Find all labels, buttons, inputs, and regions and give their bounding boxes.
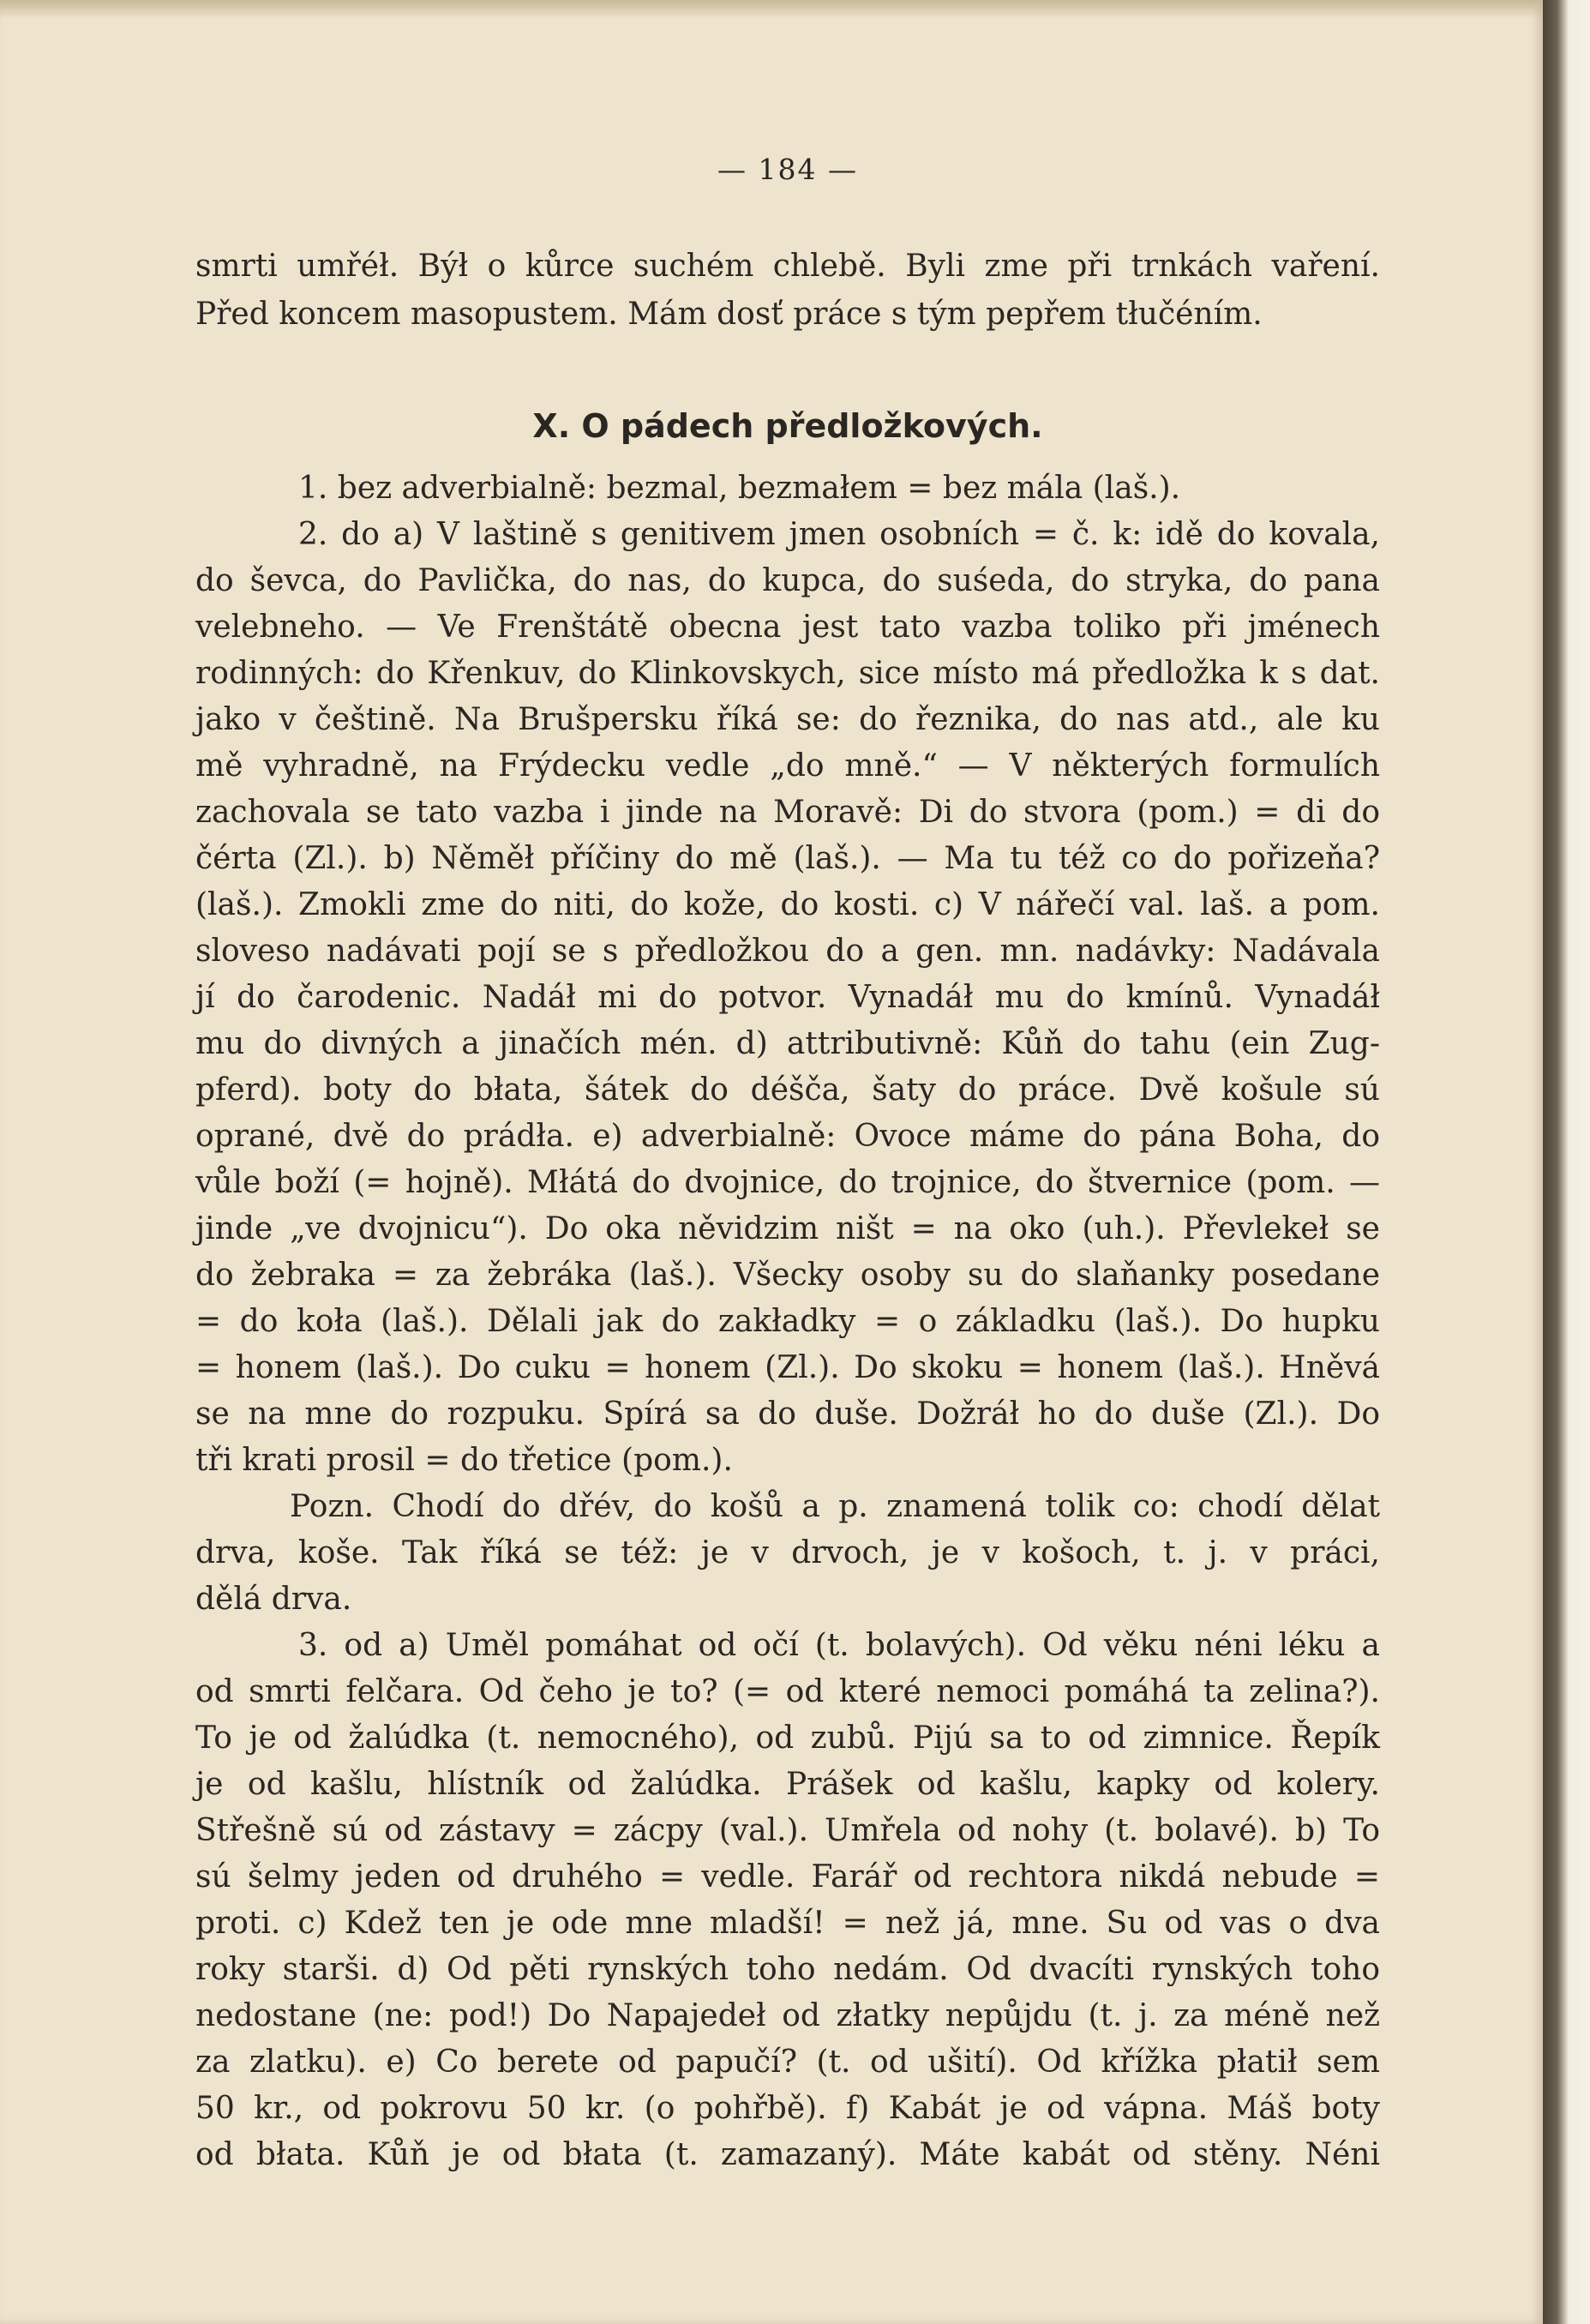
text-line: tři krati prosil = do třetice (pom.). [195, 1443, 733, 1478]
text-line: od błata. Kůň je od błata (t. zamazaný). Máte kabát od stěny. Néni [195, 2137, 1380, 2172]
text-line: 2. do a) V laštině s genitivem jmen osobních = č. k: idě do kovala, [298, 517, 1380, 552]
text-line: 50 kr., od pokrovu 50 kr. (o pohřbě). f) Kabát je od vápna. Máš boty [195, 2091, 1380, 2126]
text-line: velebneho. — Ve Frenštátě obecna jest tato vazba toliko při jménech [195, 610, 1380, 645]
text-line: oprané, dvě do prádła. e) adverbialně: Ovoce máme do pána Boha, do [195, 1119, 1380, 1154]
book-gutter [1543, 0, 1590, 2324]
text-line: dělá drva. [195, 1582, 352, 1617]
text-line: = honem (laš.). Do cuku = honem (Zl.). Do skoku = honem (laš.). Hněvá [195, 1350, 1380, 1385]
text-line: smrti umřéł. Býł o kůrce suchém chlebě. Byli zme při trnkách vaření. [195, 249, 1380, 284]
text-line: jako v češtině. Na Brušpersku říká se: do řeznika, do nas atd., ale ku [195, 702, 1380, 737]
text-line: zachovala se tato vazba i jinde na Moravě: Di do stvora (pom.) = di do [195, 795, 1380, 830]
text-line: je od kašlu, hlístník od žalúdka. Prášek od kašlu, kapky od kolery. [195, 1767, 1380, 1802]
text-line: čérta (Zl.). b) Něměł příčiny do mě (laš.). — Ma tu též co do pořizeňa? [195, 841, 1380, 876]
text-line: drva, koše. Tak říká se též: je v drvoch, je v košoch, t. j. v práci, [195, 1535, 1380, 1570]
text-line: mu do divných a jinačích mén. d) attributivně: Kůň do tahu (ein Zug- [195, 1026, 1380, 1061]
text-line: Pozn. Chodí do dřév, do košů a p. znamená tolik co: chodí dělat [290, 1489, 1380, 1524]
text-line: od smrti felčara. Od čeho je to? (= od které nemoci pomáhá ta zelina?). [195, 1674, 1380, 1709]
text-line: mě vyhradně, na Frýdecku vedle „do mně.“ — V některých formulích [195, 748, 1380, 784]
text-line: 1. bez adverbialně: bezmal, bezmałem = bez mála (laš.). [298, 471, 1181, 506]
text-line: sloveso nadávati pojí se s předložkou do a gen. mn. nadávky: Nadávala [195, 934, 1380, 969]
text-line: sú šelmy jeden od druhého = vedle. Farář od rechtora nikdá nebude = [195, 1859, 1380, 1895]
text-line: za zlatku). e) Co berete od papučí? (t. od ušití). Od křížka płatił sem [195, 2045, 1380, 2080]
text-line: Střešně sú od zástavy = zácpy (val.). Umřela od nohy (t. bolavé). b) To [195, 1813, 1380, 1848]
text-line: roky starši. d) Od pěti rynských toho nedám. Od dvacíti rynských toho [195, 1952, 1380, 1987]
text-line: do ševca, do Pavlička, do nas, do kupca, do suśeda, do stryka, do pana [195, 563, 1380, 598]
page-number: — 184 — [717, 153, 858, 186]
text-line: do žebraka = za žebráka (laš.). Všecky osoby su do slaňanky posedane [195, 1258, 1380, 1293]
text-line: jinde „ve dvojnicu“). Do oka něvidzim ništ = na oko (uh.). Převlekeł se [195, 1211, 1380, 1246]
text-line: jí do čarodenic. Nadáł mi do potvor. Vynadáł mu do kmínů. Vynadáł [195, 980, 1380, 1015]
text-line: 3. od a) Uměl pomáhat od očí (t. bolavých). Od věku néni léku a [298, 1628, 1380, 1663]
text-line: pferd). boty do błata, šátek do déšča, šaty do práce. Dvě košule sú [195, 1072, 1380, 1108]
text-line: Před koncem masopustem. Mám dosť práce s tým pepřem tłučéním. [195, 297, 1263, 332]
text-line: se na mne do rozpuku. Spírá sa do duše. Dožráł ho do duše (Zl.). Do [195, 1396, 1380, 1432]
text-line: = do koła (laš.). Dělali jak do zakładky = o základku (laš.). Do hupku [195, 1304, 1380, 1339]
text-line: To je od žalúdka (t. nemocného), od zubů. Pijú sa to od zimnice. Řepík [195, 1720, 1380, 1756]
text-line: (laš.). Zmokli zme do niti, do kože, do kosti. c) V nářečí val. laš. a pom. [195, 887, 1380, 922]
text-line: proti. c) Kdež ten je ode mne mladší! = než já, mne. Su od vas o dva [195, 1906, 1380, 1941]
section-heading: X. O pádech předložkových. [532, 407, 1043, 445]
text-line: vůle boží (= hojně). Młátá do dvojnice, do trojnice, do štvernice (pom. — [195, 1165, 1380, 1200]
text-line: nedostane (ne: pod!) Do Napajedeł od złatky nepůjdu (t. j. za méně než [195, 1998, 1380, 2033]
text-line: rodinných: do Křenkuv, do Klinkovskych, sice místo má předložka k s dat. [195, 656, 1380, 691]
